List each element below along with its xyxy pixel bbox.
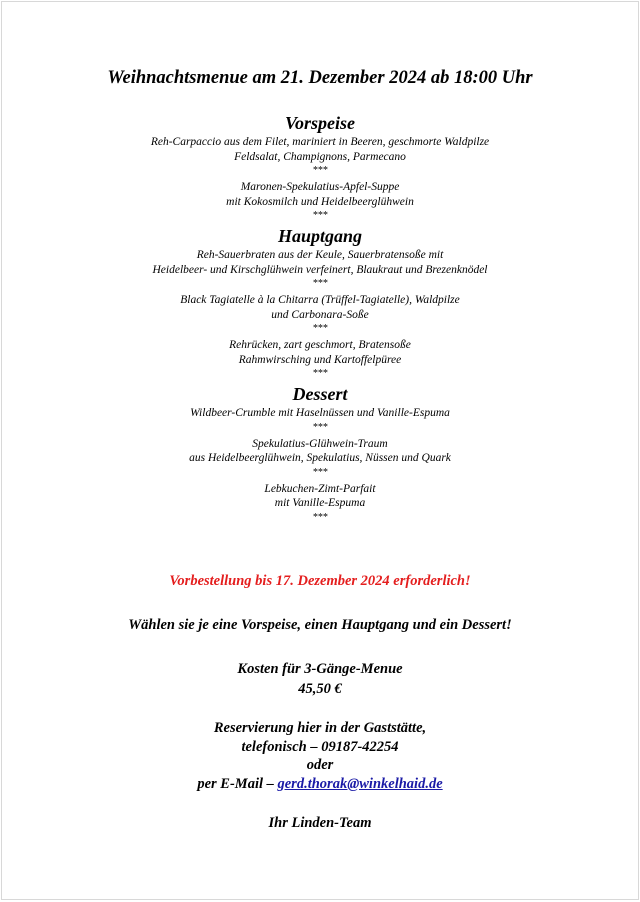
dish-line: Black Tagiatelle à la Chitarra (Trüffel-Tagiatelle), Waldpilze	[180, 294, 460, 306]
dish-line: Wildbeer-Crumble mit Haselnüssen und Vanille-Espuma	[190, 407, 450, 419]
signature: Ihr Linden-Team	[268, 815, 372, 831]
email-prefix: per E-Mail –	[197, 775, 278, 792]
dish-line: Maronen-Spekulatius-Apfel-Suppe	[240, 181, 400, 193]
dish-line: Heidelbeer- und Kirschglühwein verfeinert, Blaukraut und Brezenknödel	[152, 263, 488, 276]
menu-sections	[2, 112, 638, 527]
menu-page	[1, 1, 639, 900]
reservation-line-1: Reservierung hier in der Gaststätte,	[213, 720, 427, 736]
dish-separator: ***	[312, 278, 328, 289]
section-heading-dessert: Dessert	[292, 384, 348, 404]
cost-block	[2, 659, 638, 699]
dish-separator: ***	[312, 368, 328, 379]
reservation-block	[2, 719, 638, 793]
dish-item	[2, 482, 638, 511]
email-link[interactable]: gerd.thorak@winkelhaid.de	[277, 775, 443, 792]
selection-instruction: Wählen sie je eine Vorspeise, einen Hauptgang und ein Dessert!	[128, 617, 512, 633]
dish-item	[2, 406, 638, 421]
dish-separator: ***	[312, 421, 328, 433]
dish-line: Reh-Sauerbraten aus der Keule, Sauerbratensoße mit	[196, 249, 444, 261]
dish-separator: ***	[312, 511, 328, 523]
reservation-or: oder	[306, 757, 334, 773]
section-heading-vorspeise: Vorspeise	[284, 113, 355, 133]
dish-line: mit Vanille-Espuma	[274, 497, 366, 509]
dish-line: und Carbonara-Soße	[271, 308, 369, 321]
dish-separator: ***	[312, 323, 328, 334]
reservation-phone: telefonisch – 09187-42254	[241, 738, 399, 755]
dish-line: aus Heidelbeerglühwein, Spekulatius, Nüssen und Quark	[189, 452, 451, 464]
dish-item	[2, 338, 638, 367]
dish-item	[2, 437, 638, 466]
dish-item	[2, 135, 638, 164]
section-heading-hauptgang: Hauptgang	[277, 226, 363, 246]
menu-title: Weihnachtsmenue am 21. Dezember 2024 ab 18:00 Uhr	[107, 68, 533, 88]
cost-label: Kosten für 3-Gänge-Menue	[237, 661, 403, 677]
dish-line: Feldsalat, Champignons, Parmecano	[234, 150, 406, 163]
preorder-notice: Vorbestellung bis 17. Dezember 2024 erforderlich!	[169, 573, 471, 589]
dish-line: Rehrücken, zart geschmort, Bratensoße	[229, 339, 411, 351]
dish-separator: ***	[312, 210, 328, 221]
dish-line: mit Kokosmilch und Heidelbeerglühwein	[226, 195, 414, 208]
dish-item	[2, 248, 638, 277]
dish-line: Rahmwirsching und Kartoffelpüree	[238, 353, 402, 366]
price: 45,50 €	[298, 681, 342, 697]
dish-line: Lebkuchen-Zimt-Parfait	[264, 482, 376, 495]
dish-line: Spekulatius-Glühwein-Traum	[252, 437, 388, 450]
reservation-email-line	[2, 775, 638, 794]
dish-separator: ***	[312, 165, 328, 176]
dish-separator: ***	[312, 466, 328, 478]
dish-item	[2, 293, 638, 322]
dish-item	[2, 180, 638, 209]
dish-line: Reh-Carpaccio aus dem Filet, mariniert in Beeren, geschmorte Waldpilze	[150, 136, 490, 148]
